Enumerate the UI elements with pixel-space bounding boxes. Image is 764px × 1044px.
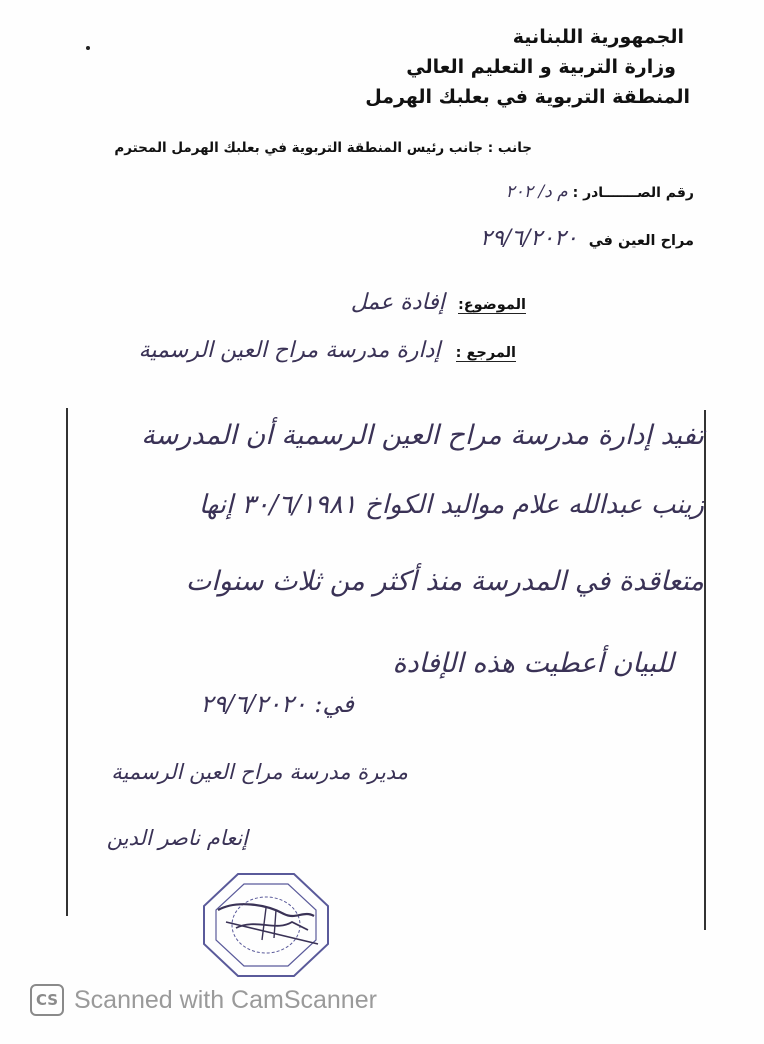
reference-value: إدارة مدرسة مراح العين الرسمية [138, 338, 441, 363]
body-line-2: زينب عبدالله علام مواليد الكواخ ٣٠/٦/١٩٨١ إنها [198, 490, 704, 520]
subject-value: إفادة عمل [350, 290, 445, 315]
signatory-title: مديرة مدرسة مراح العين الرسمية [111, 760, 408, 784]
official-stamp-icon [196, 870, 336, 980]
place-date-value: ٢٩/٦/٢٠٢٠ [480, 226, 578, 251]
camscanner-logo-icon: CS [30, 984, 64, 1016]
right-margin-line [704, 410, 706, 930]
outgoing-number-value: م د/ ٢٠٢ [505, 182, 568, 202]
place-date-row [480, 226, 694, 251]
letterhead-ministry: وزارة التربية و التعليم العالي [406, 56, 676, 78]
outgoing-number-label: رقم الصـــــــادر : [572, 185, 694, 201]
letterhead-country: الجمهورية اللبنانية [512, 26, 684, 48]
subject-row [351, 290, 526, 315]
camscanner-watermark [30, 982, 377, 1018]
letterhead-region: المنطقة التربوية في بعلبك الهرمل [365, 86, 690, 108]
place-date-label: مراح العين في [588, 233, 694, 249]
body-line-1: تفيد إدارة مدرسة مراح العين الرسمية أن المدرسة [141, 420, 704, 451]
reference-label: المرجع : [455, 345, 516, 361]
letterhead [365, 22, 690, 112]
body-line-4: للبيان أعطيت هذه الإفادة [392, 648, 674, 679]
scan-speck [86, 46, 90, 50]
left-margin-line [66, 408, 68, 916]
signatory-name: إنعام ناصر الدين [106, 826, 248, 850]
outgoing-number-row [506, 182, 694, 202]
body-line-3: متعاقدة في المدرسة منذ أكثر من ثلاث سنوات [185, 566, 704, 597]
subject-label: الموضوع: [457, 297, 526, 313]
addressee: جانب : جانب رئيس المنطقة التربوية في بعلبك الهرمل المحترم [114, 140, 532, 156]
body-date: في: ٢٩/٦/٢٠٢٠ [200, 690, 354, 718]
camscanner-text: Scanned with CamScanner [74, 985, 377, 1014]
reference-row [139, 338, 516, 363]
